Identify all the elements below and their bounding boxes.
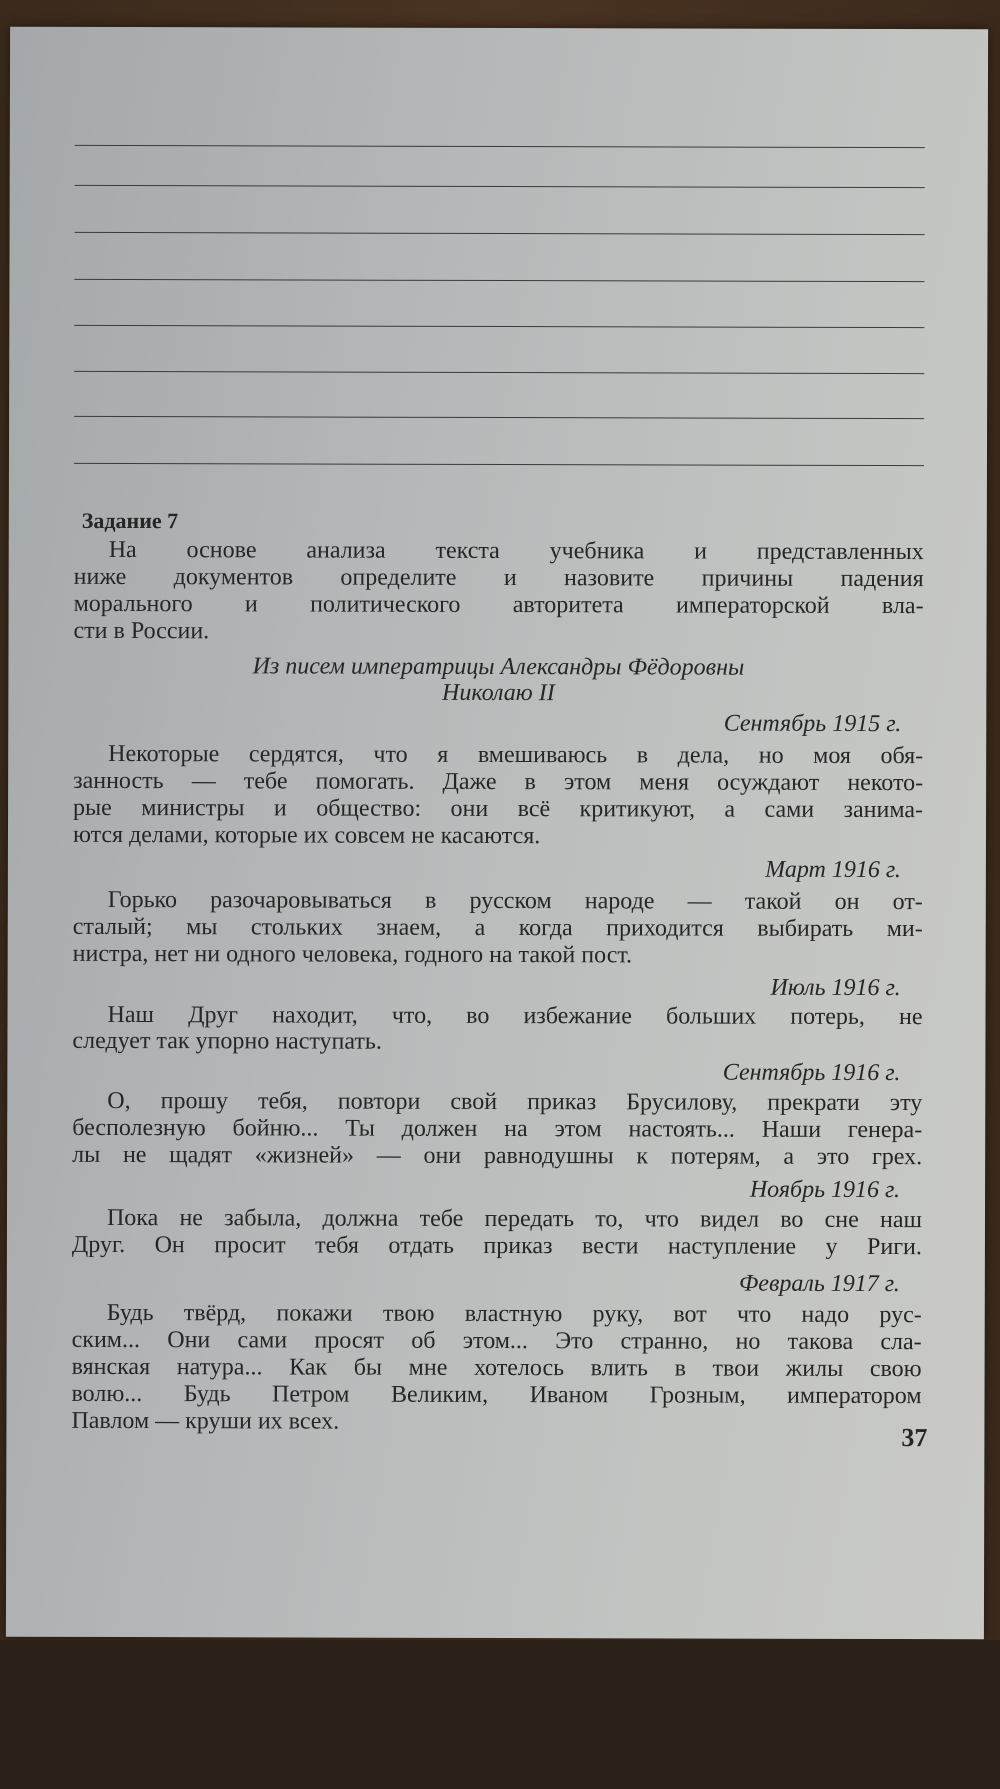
answer-line[interactable]: [75, 145, 925, 148]
answer-line[interactable]: [74, 325, 924, 328]
letter-line: Будь твёрд, покажи твою властную руку, вот что надо рус-: [106, 1299, 922, 1329]
letter-line: Пока не забыла, должна тебе передать то, что видел во сне наш: [106, 1204, 923, 1234]
page-number: 37: [901, 1423, 928, 1453]
answer-line[interactable]: [74, 371, 924, 374]
document-title: Из писем императрицы Александры Фёдоровны: [252, 653, 745, 681]
task-text-line: морального и политического авторитета императорской вла-: [73, 590, 924, 620]
letter-line: ским... Они сами просят об этом... Это странно, но такова сла-: [71, 1326, 922, 1356]
table-surface: [0, 1640, 1000, 1789]
letter-line: Друг. Он просит тебя отдать приказ вести наступление у Риги.: [71, 1231, 922, 1261]
task-text-line: На основе анализа текста учебника и представленных: [108, 536, 924, 566]
task-text-line: ниже документов определите и назовите причины падения: [73, 563, 924, 593]
letter-line: волю... Будь Петром Великим, Иваном Грозным, императором: [71, 1380, 922, 1410]
answer-line[interactable]: [74, 416, 924, 419]
letter-line: лы не щадят «жизней» — они равнодушны к потерям, а это грех.: [72, 1141, 923, 1171]
letter-line: занность — тебе помогать. Даже в этом меня осуждают некото-: [73, 767, 924, 797]
letter-line: нистра, нет ни одного человека, годного на такой пост.: [72, 940, 633, 969]
letter-date: Сентябрь 1915 г.: [723, 710, 902, 738]
answer-line[interactable]: [74, 463, 924, 466]
letter-date: Сентябрь 1916 г.: [722, 1059, 901, 1087]
letter-date: Июль 1916 г.: [770, 974, 901, 1002]
letter-line: О, прошу тебя, повтори свой приказ Брусилову, прекрати эту: [107, 1087, 923, 1117]
letter-line: Горько разочаровываться в русском народе — такой он от-: [107, 886, 923, 916]
task-heading: Задание 7: [81, 507, 179, 534]
letter-line: рые министры и общество: они всё критикуют, а сами занима-: [73, 794, 924, 824]
letter-line: вянская натура... Как бы мне хотелось влить в твои жилы свою: [71, 1353, 922, 1383]
answer-line[interactable]: [74, 279, 924, 282]
answer-line[interactable]: [75, 232, 925, 235]
letter-line: Павлом — круши их всех.: [71, 1407, 340, 1435]
answer-line[interactable]: [75, 185, 925, 188]
letter-date: Март 1916 г.: [765, 856, 901, 884]
letter-line: сталый; мы стольких знаем, а когда приходится выбирать ми-: [72, 913, 923, 943]
task-text-line: сти в России.: [73, 617, 210, 645]
document-title: Николаю II: [441, 679, 555, 707]
letter-line: ются делами, которые их совсем не касаются.: [72, 821, 541, 850]
letter-line: Некоторые сердятся, что я вмешиваюсь в дела, но моя обя-: [108, 740, 924, 770]
letter-date: Ноябрь 1916 г.: [749, 1176, 901, 1204]
letter-date: Февраль 1917 г.: [738, 1270, 900, 1298]
letter-line: следует так упорно наступать.: [72, 1027, 382, 1055]
letter-line: бесполезную бойню... Ты должен на этом настоять... Наши генера-: [72, 1114, 923, 1144]
letter-line: Наш Друг находит, что, во избежание больших потерь, не: [107, 1001, 923, 1031]
workbook-page: [6, 27, 988, 1640]
